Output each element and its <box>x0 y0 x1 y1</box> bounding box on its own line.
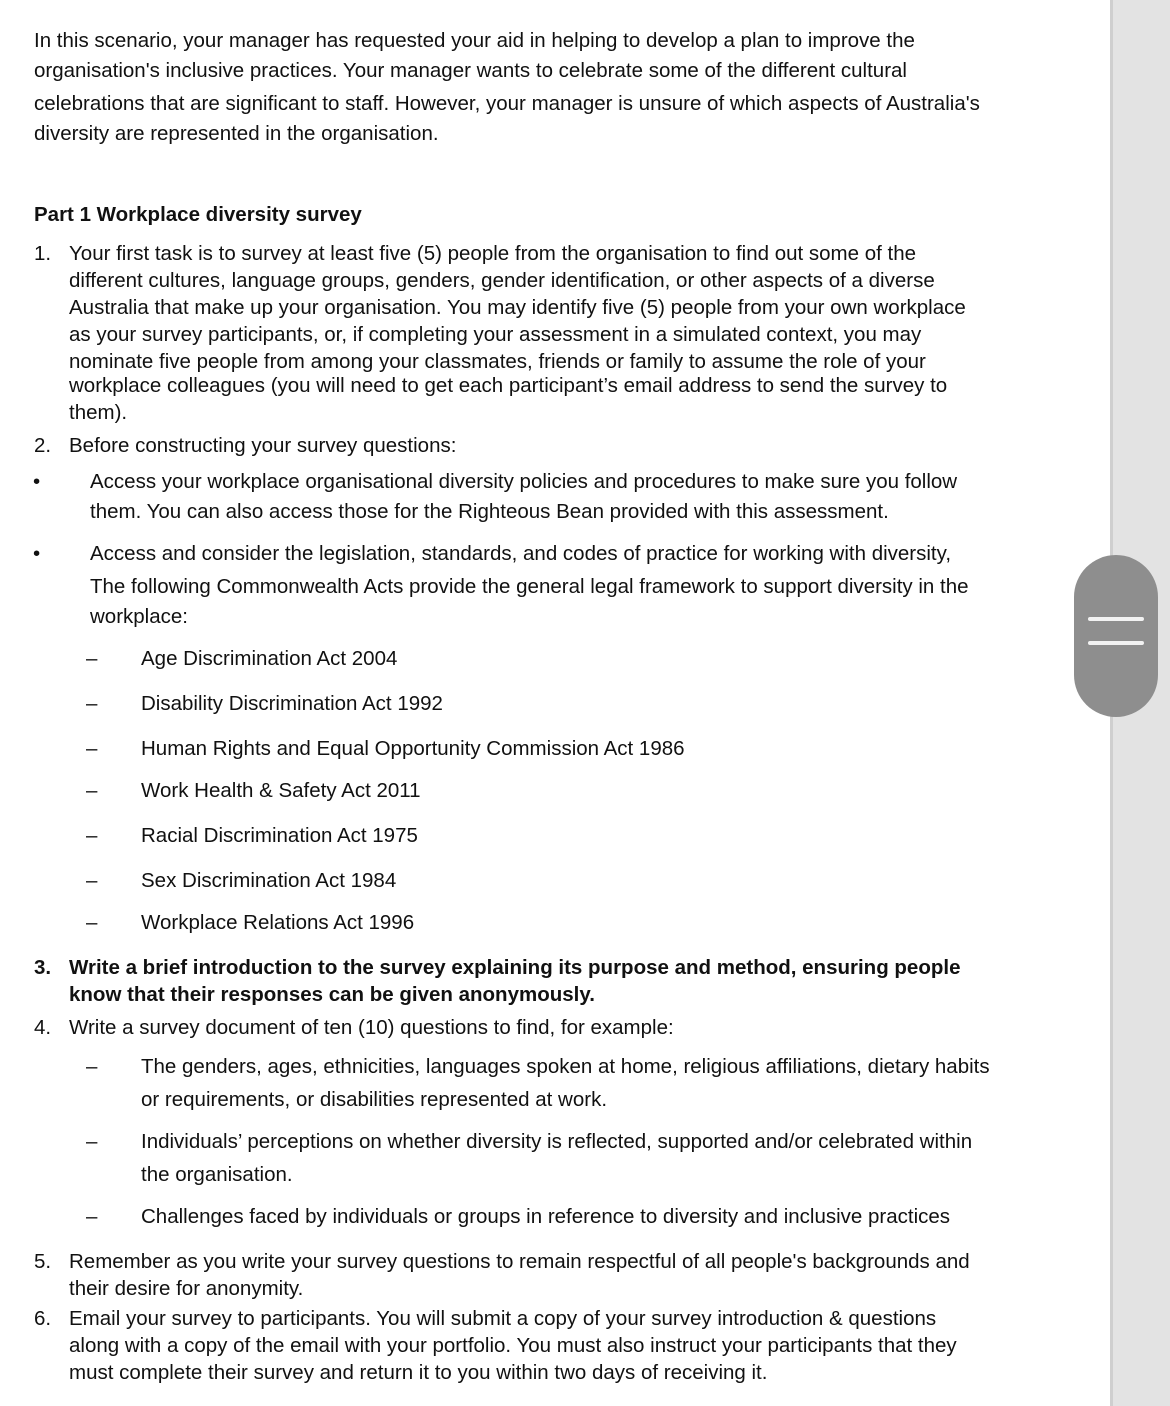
example-line: the organisation. <box>141 1163 293 1186</box>
dash-icon: – <box>86 1055 98 1078</box>
example-line: The genders, ages, ethnicities, languages spoken at home, religious affiliations, dietary habits <box>141 1055 990 1078</box>
item5-line: their desire for anonymity. <box>69 1277 304 1300</box>
item1-line: as your survey participants, or, if completing your assessment in a simulated context, you may <box>69 323 922 346</box>
intro-line: diversity are represented in the organisation. <box>34 122 439 145</box>
intro-line: In this scenario, your manager has requested your aid in helping to develop a plan to improve the <box>34 29 915 52</box>
list-number: 2. <box>34 434 52 457</box>
item6-line: Email your survey to participants. You will submit a copy of your survey introduction & questions <box>69 1307 937 1330</box>
item6-line: along with a copy of the email with your portfolio. You must also instruct your participants that they <box>69 1334 957 1357</box>
dash-icon: – <box>86 737 98 760</box>
list-number: 3. <box>34 956 52 979</box>
scrollbar-thumb[interactable] <box>1074 555 1158 717</box>
item1-line: workplace colleagues (you will need to get each participant’s email address to send the survey to <box>69 374 948 397</box>
bullet-icon: • <box>33 470 41 493</box>
act-item: Work Health & Safety Act 2011 <box>141 779 421 802</box>
item5-line: Remember as you write your survey questions to remain respectful of all people's backgrounds and <box>69 1250 970 1273</box>
act-item: Racial Discrimination Act 1975 <box>141 824 418 847</box>
grip-line-icon <box>1088 617 1144 621</box>
intro-line: celebrations that are significant to staff. However, your manager is unsure of which aspects of Australia's <box>34 92 980 115</box>
dash-icon: – <box>86 869 98 892</box>
intro-line: organisation's inclusive practices. Your manager wants to celebrate some of the different cultural <box>34 59 907 82</box>
item3-line: Write a brief introduction to the survey explaining its purpose and method, ensuring people <box>69 956 961 979</box>
act-item: Workplace Relations Act 1996 <box>141 911 415 934</box>
dash-icon: – <box>86 779 98 802</box>
item4-text: Write a survey document of ten (10) questions to find, for example: <box>69 1016 674 1039</box>
list-number: 6. <box>34 1307 52 1330</box>
item2-text: Before constructing your survey questions: <box>69 434 457 457</box>
item1-line: them). <box>69 401 128 424</box>
act-item: Sex Discrimination Act 1984 <box>141 869 397 892</box>
part1-heading: Part 1 Workplace diversity survey <box>34 203 362 226</box>
item1-line: Your first task is to survey at least five (5) people from the organisation to find out some of the <box>69 242 917 265</box>
dash-icon: – <box>86 1130 98 1153</box>
example-line: Challenges faced by individuals or groups in reference to diversity and inclusive practices <box>141 1205 951 1228</box>
item3-line: know that their responses can be given anonymously. <box>69 983 595 1006</box>
dash-icon: – <box>86 911 98 934</box>
item1-line: different cultures, language groups, genders, gender identification, or other aspects of a diverse <box>69 269 935 292</box>
act-item: Human Rights and Equal Opportunity Commission Act 1986 <box>141 737 685 760</box>
act-item: Age Discrimination Act 2004 <box>141 647 398 670</box>
act-item: Disability Discrimination Act 1992 <box>141 692 443 715</box>
dash-icon: – <box>86 1205 98 1228</box>
example-line: or requirements, or disabilities represented at work. <box>141 1088 608 1111</box>
item6-line: must complete their survey and return it to you within two days of receiving it. <box>69 1361 768 1384</box>
bullet-line: Access your workplace organisational diversity policies and procedures to make sure you follow <box>90 470 958 493</box>
bullet-line: The following Commonwealth Acts provide the general legal framework to support diversity in the <box>90 575 969 598</box>
dash-icon: – <box>86 647 98 670</box>
bullet-line: them. You can also access those for the Righteous Bean provided with this assessment. <box>90 500 889 523</box>
list-number: 1. <box>34 242 52 265</box>
grip-line-icon <box>1088 641 1144 645</box>
bullet-line: workplace: <box>90 605 188 628</box>
bullet-icon: • <box>33 542 41 565</box>
list-number: 4. <box>34 1016 52 1039</box>
bullet-line: Access and consider the legislation, standards, and codes of practice for working with diversity, <box>90 542 952 565</box>
list-number: 5. <box>34 1250 52 1273</box>
dash-icon: – <box>86 824 98 847</box>
dash-icon: – <box>86 692 98 715</box>
example-line: Individuals’ perceptions on whether diversity is reflected, supported and/or celebrated within <box>141 1130 973 1153</box>
item1-line: nominate five people from among your classmates, friends or family to assume the role of your <box>69 350 926 373</box>
item1-line: Australia that make up your organisation. You may identify five (5) people from your own workplace <box>69 296 966 319</box>
